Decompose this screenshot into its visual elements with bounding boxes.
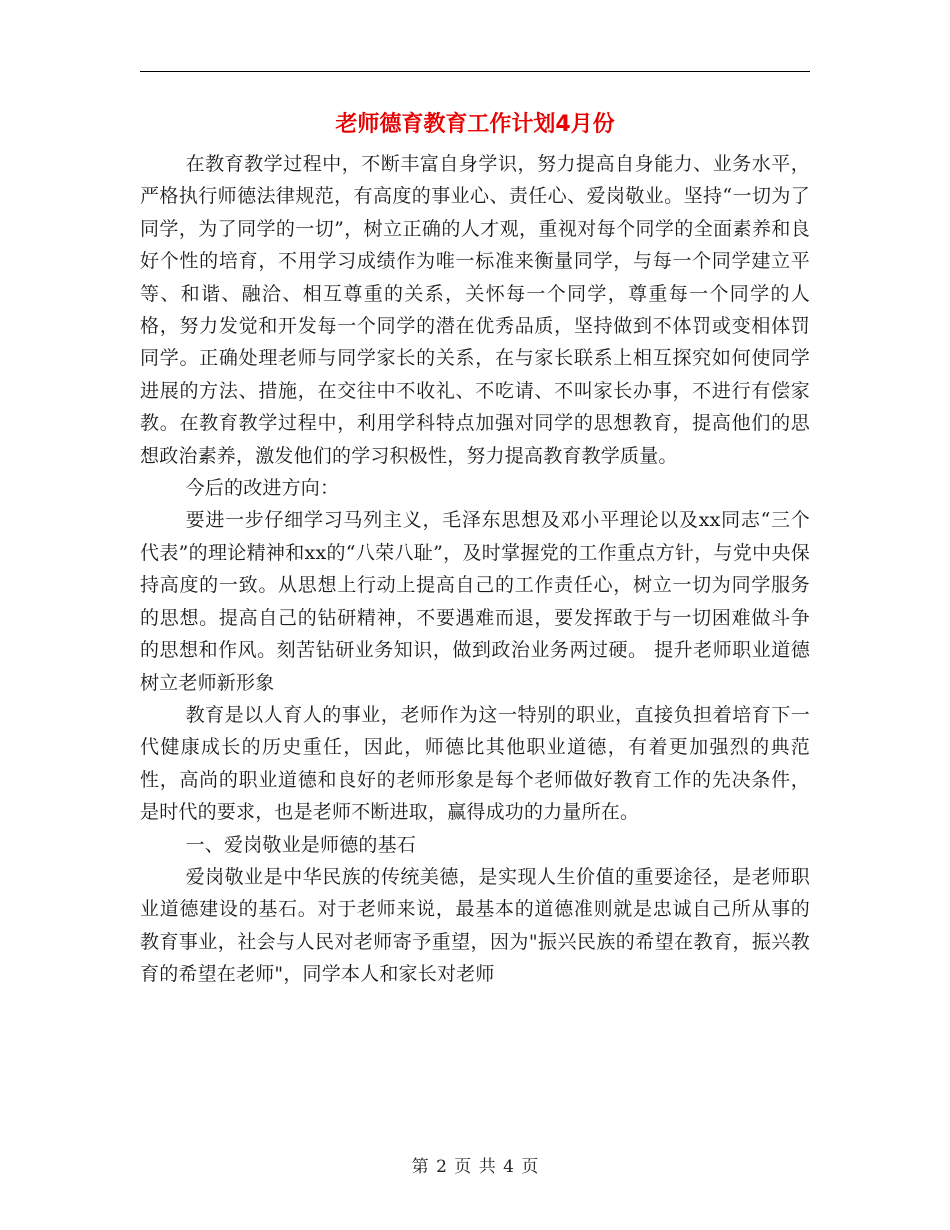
- paragraph-improvement-heading: 今后的改进方向：: [185, 477, 340, 500]
- header-rule: [140, 71, 810, 72]
- paragraph-teaching-conduct: 在教育教学过程中，不断丰富自身学识，努力提高自身能力、业务水平，严格执行师德法律规范，有高度的事业心、责任心、爱岗敬业。坚持“一切为了同学，为了同学的一切”，树立正确的人才观，重视对每个同学的全面素养和良好个性的培育，不用学习成绩作为唯一标准来衡量同学，与每一个同学建立平等、和谐、融洽、相互尊重的关系，关怀每一个同学，尊重每一个同学的人格，努力发觉和开发每一个同学的潜在优秀品质，坚持做到不体罚或变相体罚同学。正确处理老师与同学家长的关系，在与家长联系上相互探究如何使同学进展的方法、措施，在交往中不收礼、不吃请、不叫家长办事，不进行有偿家教。在教育教学过程中，利用学科特点加强对同学的思想教育，提高他们的思想政治素养，激发他们的学习积极性，努力提高教育教学质量。: [140, 153, 810, 467]
- section-heading-dedication: 一、爱岗敬业是师德的基石: [185, 833, 416, 856]
- paragraph-dedication: 爱岗敬业是中华民族的传统美德，是实现人生价值的重要途径，是老师职业道德建设的基石。对于老师来说，最基本的道德准则就是忠诚自己所从事的教育事业，社会与人民对老师寄予重望，因为"振兴民族的希望在教育，振兴教育的希望在老师"，同学本人和家长对老师: [140, 865, 810, 986]
- page-number-footer: 第 2 页 共 4 页: [411, 1157, 539, 1177]
- document-title: 老师德育教育工作计划4月份: [335, 112, 615, 137]
- paragraph-teacher-ethics: 教育是以人育人的事业，老师作为这一特别的职业，直接负担着培育下一代健康成长的历史重任，因此，师德比其他职业道德，有着更加强烈的典范性，高尚的职业道德和良好的老师形象是每个老师做好教育工作的先决条件，是时代的要求，也是老师不断进取，赢得成功的力量所在。: [140, 703, 810, 824]
- document-body: [140, 148, 810, 991]
- paragraph-improvement-plan: 要进一步仔细学习马列主义，毛泽东思想及邓小平理论以及xx同志“三个代表”的理论精神和xx的“八荣八耻”，及时掌握党的工作重点方针，与党中央保持高度的一致。从思想上行动上提高自己的工作责任心，树立一切为同学服务的思想。提高自己的钻研精神，不要遇难而退，要发挥敢于与一切困难做斗争的思想和作风。刻苦钻研业务知识，做到政治业务两过硬。 提升老师职业道德 树立老师新形象: [140, 509, 810, 694]
